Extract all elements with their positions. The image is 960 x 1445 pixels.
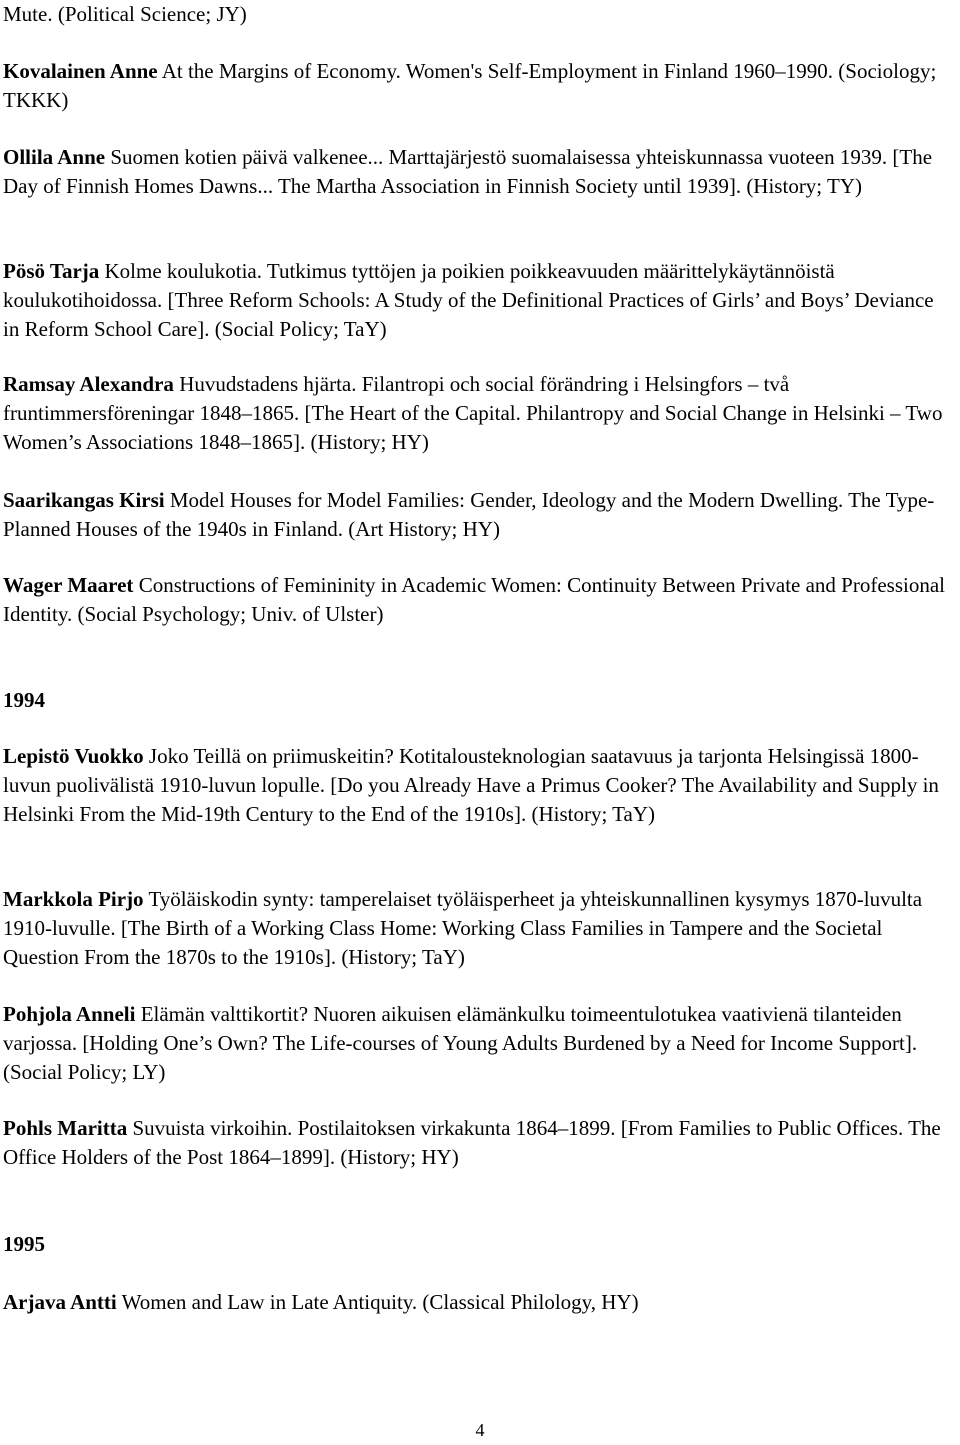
year-heading: 1994 — [3, 688, 45, 712]
page-number: 4 — [475, 1420, 485, 1440]
bibliography-entry — [3, 143, 955, 201]
entry-text: Elämän valttikortit? Nuoren aikuisen elämänkulku toimeentulotukea vaativienä tilanteiden varjossa. [Holding One’s Own? The Life-courses of Young Adults Burdened by a Need for Income Support]. (Social Policy; LY) — [3, 1002, 918, 1084]
entry-text: Constructions of Femininity in Academic Women: Continuity Between Private and Professional Identity. (Social Psychology; Univ. of Ulster) — [3, 573, 946, 626]
entry-author: Kovalainen Anne — [3, 59, 158, 83]
bibliography-entry — [3, 1114, 955, 1172]
entry-author: Markkola Pirjo — [3, 887, 144, 911]
entry-text: Joko Teillä on priimuskeitin? Kotitalousteknologian saatavuus ja tarjonta Helsingissä 1800-luvun puolivälistä 1910-luvun lopulle. [Do you Already Have a Primus Cooker? The Availability and Supply in Helsinki From the Mid-19th Century to the End of the 1910s]. (History; TaY) — [3, 744, 939, 826]
entry-text: Women and Law in Late Antiquity. (Classical Philology, HY) — [121, 1290, 639, 1314]
entry-author: Wager Maaret — [3, 573, 134, 597]
entry-author: Pösö Tarja — [3, 259, 100, 283]
entry-text: Kolme koulukotia. Tutkimus tyttöjen ja poikien poikkeavuuden määrittelykäytännöistä koulukotihoidossa. [Three Reform Schools: A Study of the Definitional Practices of Girls’ and Boys’ Deviance in Reform School Care]. (Social Policy; TaY) — [3, 259, 934, 341]
bibliography-entry — [3, 57, 955, 115]
entry-text: Suvuista virkoihin. Postilaitoksen virkakunta 1864–1899. [From Families to Public Offices. The Office Holders of the Post 1864–1899]. (History; HY) — [3, 1116, 941, 1169]
entry-text: At the Margins of Economy. Women's Self-Employment in Finland 1960–1990. (Sociology; TKKK) — [3, 59, 937, 112]
year-heading: 1995 — [3, 1232, 45, 1256]
bibliography-entry — [3, 571, 955, 629]
entry-text: Huvudstadens hjärta. Filantropi och social förändring i Helsingfors – två fruntimmersföreningar 1848–1865. [The Heart of the Capital. Philantropy and Social Change in Helsinki – Two Women’s Associations 1848–1865]. (History; HY) — [3, 372, 943, 454]
bibliography-entry — [3, 885, 955, 972]
bibliography-entry — [3, 257, 955, 344]
entry-text: Suomen kotien päivä valkenee... Marttajärjestö suomalaisessa yhteiskunnassa vuoteen 1939. [The Day of Finnish Homes Dawns... The Martha Association in Finnish Society until 1939]. (History; TY) — [3, 145, 933, 198]
entry-author: Arjava Antti — [3, 1290, 117, 1314]
entry-text: Model Houses for Model Families: Gender, Ideology and the Modern Dwelling. The Type-Planned Houses of the 1940s in Finland. (Art History; HY) — [3, 488, 935, 541]
bibliography-entry — [3, 370, 955, 457]
entry-author: Pohjola Anneli — [3, 1002, 136, 1026]
bibliography-entry — [3, 486, 955, 544]
bibliography-entry — [3, 1000, 955, 1087]
bibliography-entry — [3, 742, 955, 829]
bibliography-entry — [3, 1288, 955, 1317]
entry-text: Työläiskodin synty: tamperelaiset työläisperheet ja yhteiskunnallinen kysymys 1870-luvulta 1910-luvulle. [The Birth of a Working Class Home: Working Class Families in Tampere and the Societal Question From the 1870s to the 1910s]. (History; TaY) — [3, 887, 923, 969]
entry-author: Lepistö Vuokko — [3, 744, 144, 768]
entry-author: Pohls Maritta — [3, 1116, 128, 1140]
entry-author: Ollila Anne — [3, 145, 106, 169]
entry-author: Ramsay Alexandra — [3, 372, 174, 396]
continuation-text: Mute. (Political Science; JY) — [3, 2, 247, 26]
entry-author: Saarikangas Kirsi — [3, 488, 165, 512]
